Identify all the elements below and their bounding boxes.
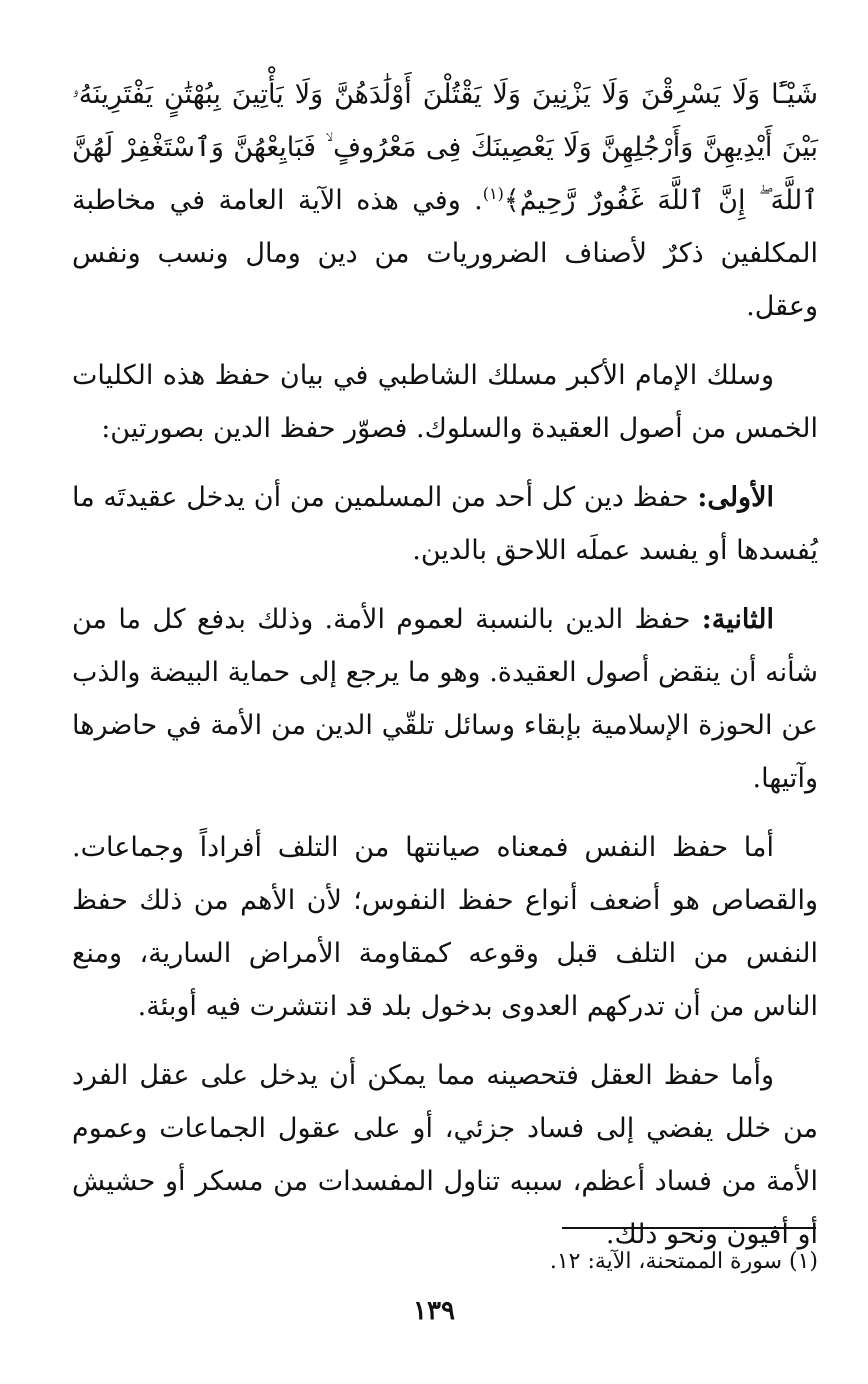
label-second: الثانية:	[701, 604, 774, 635]
footnote-divider	[562, 1227, 816, 1229]
label-first: الأولى:	[697, 482, 774, 513]
main-text	[72, 68, 818, 1277]
paragraph-text: حفظ دين كل أحد من المسلمين من أن يدخل عقيدتَه ما يُفسدها أو يفسد عملَه اللاحق بالدين.	[72, 482, 818, 566]
footnote-ref: (١)	[482, 184, 504, 203]
footnote: (١) سورة الممتحنة، الآية: ١٢.	[549, 1249, 818, 1274]
paragraph-5: أما حفظ النفس فمعناه صيانتها من التلف أفراداً وجماعات. والقصاص هو أضعف أنواع حفظ النفوس؛ لأن الأهم من ذلك حفظ النفس من التلف قبل وقوعه كمقاومة الأمراض السارية، ومنع الناس من أن تدركهم العدوى بدخول بلد قد انتشرت فيه أوبئة.	[72, 832, 818, 1022]
paragraph-verse	[72, 68, 818, 333]
page-number: ١٣٩	[413, 1296, 455, 1326]
paragraph-6: وأما حفظ العقل فتحصينه مما يمكن أن يدخل على عقل الفرد من خلل يفضي إلى فساد جزئي، أو على عقول الجماعات وعموم الأمة من فساد أعظم، سببه تناول المفسدات من مسكر أو حشيش أو أفيون ونحو ذلك.	[72, 1060, 818, 1250]
paragraph-text: حفظ الدين بالنسبة لعموم الأمة. وذلك بدفع كل ما من شأنه أن ينقض أصول العقيدة. وهو ما يرجع إلى حماية البيضة والذب عن الحوزة الإسلامية بإبقاء وسائل تلقّي الدين من الأمة في حاضرها وآتيها.	[72, 604, 818, 794]
paragraph-text: . وفي هذه الآية العامة في مخاطبة المكلفين ذكرٌ لأصناف الضروريات من دين ومال ونسب ونفس وعقل.	[72, 185, 818, 322]
quran-verse: شَيْـًٔا وَلَا يَسْرِقْنَ وَلَا يَزْنِينَ وَلَا يَقْتُلْنَ أَوْلَٰدَهُنَّ وَلَا يَأْتِينَ بِبُهْتَٰنٍ يَفْتَرِينَهُۥ بَيْنَ أَيْدِيهِنَّ وَأَرْجُلِهِنَّ وَلَا يَعْصِينَكَ فِى مَعْرُوفٍ ۙ فَبَايِعْهُنَّ وَٱسْتَغْفِرْ لَهُنَّ ٱللَّهَ ۖ إِنَّ ٱللَّهَ غَفُورٌ رَّحِيمٌ﴾	[72, 79, 818, 216]
paragraph-second	[72, 593, 818, 805]
paragraph-first	[72, 471, 818, 577]
paragraph-2: وسلك الإمام الأكبر مسلك الشاطبي في بيان حفظ هذه الكليات الخمس من أصول العقيدة والسلوك. فصوّر حفظ الدين بصورتين:	[72, 360, 818, 444]
